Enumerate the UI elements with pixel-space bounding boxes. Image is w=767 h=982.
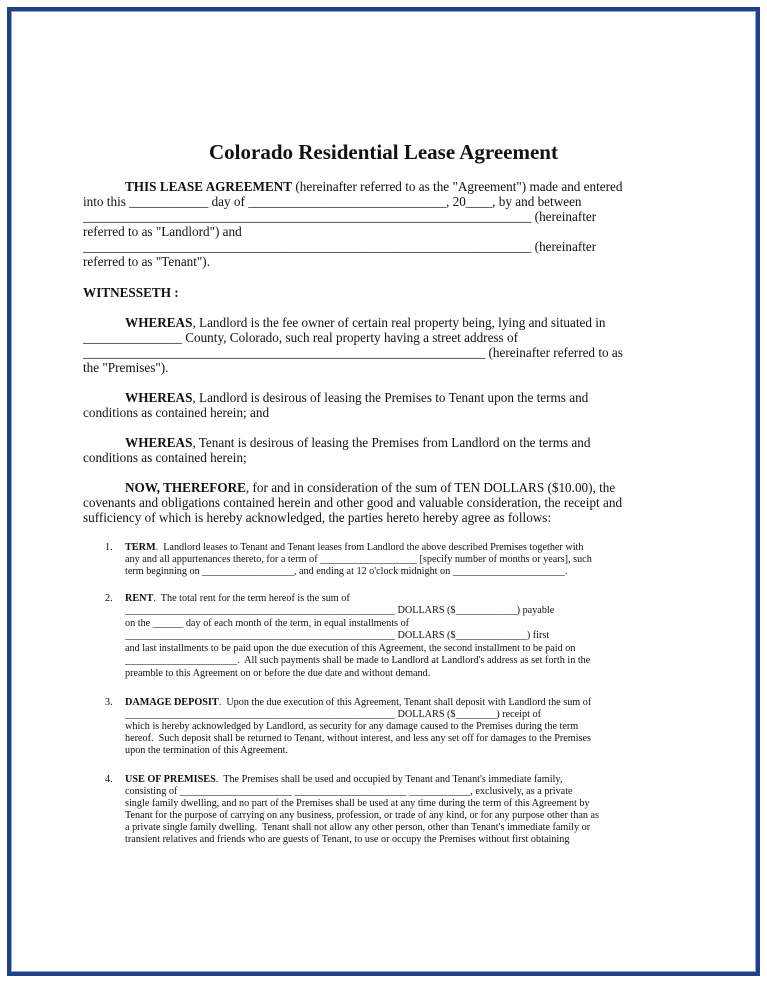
- section-4-line-1: USE OF PREMISES. The Premises shall be used and occupied by Tenant and Tenant's immediate family,: [125, 774, 563, 785]
- whereas-2-line-1: WHEREAS, Landlord is desirous of leasing the Premises to Tenant upon the terms and: [125, 390, 589, 405]
- intro-line-2: into this ____________ day of ______________________________, 20____, by and between: [83, 194, 582, 209]
- section-4-number: 4.: [105, 774, 113, 785]
- section-2-line-6: ______________________. All such payments shall be made to Landlord at Landlord's address as set forth in the: [125, 655, 591, 666]
- section-1-line-1: TERM. Landlord leases to Tenant and Tenant leases from Landlord the above described Premises together with: [125, 542, 584, 553]
- section-2-line-5: and last installments to be paid upon the due execution of this Agreement, the second installment to be paid on: [125, 643, 576, 654]
- section-2-line-2: _____________________________________________________ DOLLARS ($____________) payable: [125, 605, 555, 616]
- section-3-line-2: _____________________________________________________ DOLLARS ($________) receipt of: [125, 709, 541, 720]
- whereas-3-line-2: conditions as contained herein;: [83, 450, 247, 465]
- section-1-number: 1.: [105, 542, 113, 553]
- section-2-number: 2.: [105, 593, 113, 604]
- section-3-line-3: which is hereby acknowledged by Landlord, as security for any damage caused to the Premises during the term: [125, 721, 579, 732]
- intro-line-6: referred to as "Tenant").: [83, 254, 210, 269]
- intro-line-1: THIS LEASE AGREEMENT (hereinafter referred to as the "Agreement") made and entered: [125, 179, 623, 194]
- now-therefore-line-2: covenants and obligations contained herein and other good and valuable consideration, the receipt and: [83, 495, 623, 510]
- section-4-line-6: transient relatives and friends who are guests of Tenant, to use or occupy the Premises without first obtaining: [125, 834, 570, 845]
- whereas-1-line-1: WHEREAS, Landlord is the fee owner of certain real property being, lying and situated in: [125, 315, 606, 330]
- section-1-line-3: term beginning on __________________, and ending at 12 o'clock midnight on ______________________.: [125, 566, 568, 577]
- whereas-1-line-2: _______________ County, Colorado, such real property having a street address of: [83, 330, 518, 345]
- section-2-line-7: preamble to this Agreement on or before the due date and without demand.: [125, 668, 431, 679]
- section-3-line-1: DAMAGE DEPOSIT. Upon the due execution of this Agreement, Tenant shall deposit with Landlord the sum of: [125, 697, 592, 708]
- now-therefore-line-1: NOW, THEREFORE, for and in consideration of the sum of TEN DOLLARS ($10.00), the: [125, 480, 616, 495]
- section-4-line-4: Tenant for the purpose of carrying on any business, profession, or trade of any kind, or for any purpose other than as: [125, 810, 600, 821]
- section-4-line-3: single family dwelling, and no part of the Premises shall be used at any time during the term of this Agreement by: [125, 798, 590, 809]
- section-1-line-2: any and all appurtenances thereto, for a term of ___________________ [specify number of months or years], such: [125, 554, 592, 565]
- section-4-line-5: a private single family dwelling. Tenant shall not allow any other person, other than Tenant's immediate family or: [125, 822, 591, 833]
- intro-line-5: ____________________________________________________________________ (hereinafter: [83, 239, 597, 254]
- section-2-line-1: RENT. The total rent for the term hereof is the sum of: [125, 593, 350, 604]
- page-title: Colorado Residential Lease Agreement: [209, 140, 558, 164]
- whereas-3-line-1: WHEREAS, Tenant is desirous of leasing the Premises from Landlord on the terms and: [125, 435, 591, 450]
- intro-lead: THIS LEASE AGREEMENT: [125, 179, 293, 194]
- whereas-1-line-4: the "Premises").: [83, 360, 169, 375]
- section-3-line-4: hereof. Such deposit shall be returned to Tenant, without interest, and less any set off for damages to the Premises: [125, 733, 592, 744]
- section-4-line-2: consisting of ______________________ ______________________ ____________, exclusively, as a private: [125, 786, 573, 797]
- section-3-number: 3.: [105, 697, 113, 708]
- witnesseth-heading: WITNESSETH :: [83, 285, 179, 300]
- whereas-2-line-2: conditions as contained herein; and: [83, 405, 270, 420]
- section-3-line-5: upon the termination of this Agreement.: [125, 745, 288, 756]
- section-2-line-4: _____________________________________________________ DOLLARS ($______________) first: [125, 630, 550, 641]
- section-2-line-3: on the ______ day of each month of the term, in equal installments of: [125, 618, 410, 629]
- now-therefore-line-3: sufficiency of which is hereby acknowledged, the parties hereto hereby agree as follows:: [83, 510, 552, 525]
- intro-line-3: ____________________________________________________________________ (hereinafter: [83, 209, 597, 224]
- whereas-1-line-3: _____________________________________________________________ (hereinafter referred to as: [83, 345, 623, 360]
- intro-line-4: referred to as "Landlord") and: [83, 224, 242, 239]
